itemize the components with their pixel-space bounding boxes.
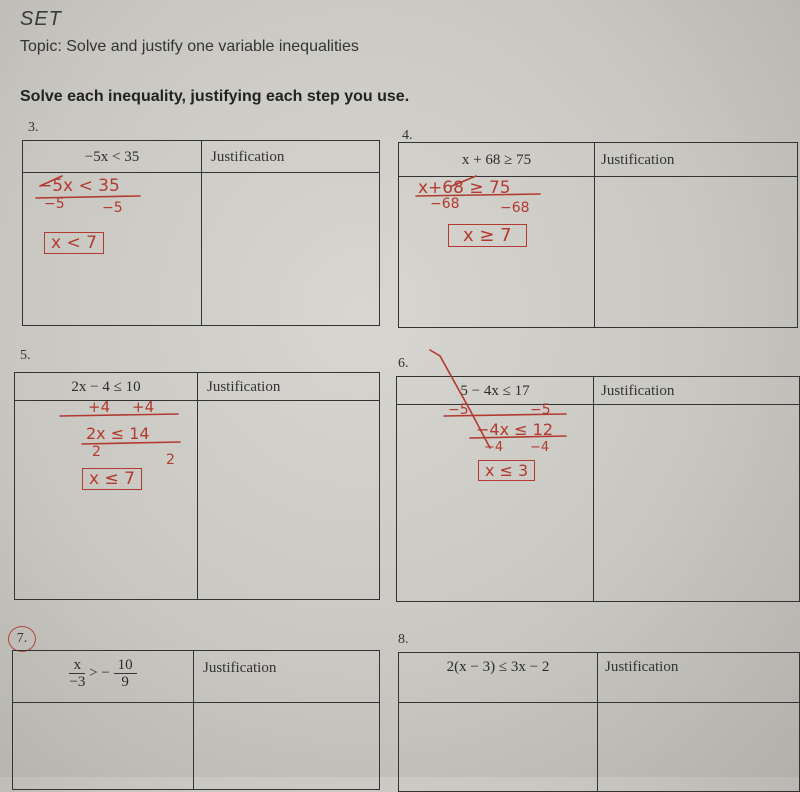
problem-4-work-line-3: −68 (500, 200, 530, 216)
problem-6-justification-header: Justification (601, 383, 675, 399)
problem-7-operator: > − (89, 664, 110, 681)
problem-7-numerator: x (69, 657, 85, 674)
problem-6-work-line-3b: −4 (530, 440, 550, 455)
problem-6-answer-box: x ≤ 3 (478, 460, 535, 481)
problem-5-answer-box: x ≤ 7 (82, 468, 142, 490)
problem-8-number: 8. (398, 632, 409, 647)
problem-7-denominator: −3 (69, 674, 86, 690)
problem-5-work-line-1b: +4 (132, 398, 155, 416)
problem-7-denominator-2: 9 (121, 674, 129, 690)
problem-7-justification-header: Justification (203, 660, 277, 676)
problem-5-work-line-3: 2 (92, 444, 101, 460)
problem-4-equation: x + 68 ≥ 75 (461, 152, 532, 168)
problem-8-justification-header: Justification (605, 659, 679, 675)
problem-7-table (12, 650, 380, 790)
problem-6-work-line-1b: −5 (530, 402, 551, 418)
problem-5-equation: 2x − 4 ≤ 10 (71, 379, 141, 395)
problem-3-equation: −5x < 35 (84, 149, 140, 165)
problem-3-answer-box: x < 7 (44, 232, 104, 254)
instruction-line: Solve each inequality, justifying each step you use. (20, 88, 410, 105)
problem-4-justification-header: Justification (601, 152, 675, 168)
problem-7-fraction-right (114, 657, 137, 690)
problem-4-work-line-2: −68 (430, 196, 460, 212)
problem-6-work-line-1: −5 (448, 402, 469, 418)
problem-5-table (14, 372, 380, 600)
problem-7-equation (13, 657, 193, 690)
problem-8-equation: 2(x − 3) ≤ 3x − 2 (446, 659, 550, 675)
set-label: SET (20, 8, 62, 30)
problem-7-number: 7. (8, 626, 36, 652)
problem-3-work-line-3: −5 (102, 200, 123, 216)
problem-3-number: 3. (28, 120, 39, 135)
problem-3-work-line-2: −5 (44, 196, 65, 212)
problem-5-work-line-1: +4 (88, 398, 111, 416)
problem-7-numerator-2: 10 (114, 657, 137, 674)
topic-line: Topic: Solve and justify one variable inequalities (20, 38, 359, 55)
problem-5-justification-header: Justification (207, 379, 281, 395)
problem-6-number: 6. (398, 356, 409, 371)
problem-4-answer-box: x ≥ 7 (448, 224, 527, 247)
problem-6-work-line-2: −4x ≤ 12 (476, 420, 553, 439)
problem-7-fraction-left (69, 657, 85, 690)
problem-5-number: 5. (20, 348, 31, 363)
problem-4-work-line-1: x+68 ≥ 75 (418, 178, 511, 198)
problem-3-justification-header: Justification (211, 149, 285, 165)
problem-3-work-line-1: −5x < 35 (38, 176, 120, 196)
problem-6-equation: 5 − 4x ≤ 17 (460, 383, 530, 399)
problem-5-work-line-2: 2x ≤ 14 (86, 424, 150, 443)
problem-4-number: 4. (402, 128, 413, 143)
problem-6-work-line-3: −4 (484, 440, 504, 455)
problem-8-table (398, 652, 800, 792)
problem-5-work-line-3b: 2 (166, 452, 175, 468)
